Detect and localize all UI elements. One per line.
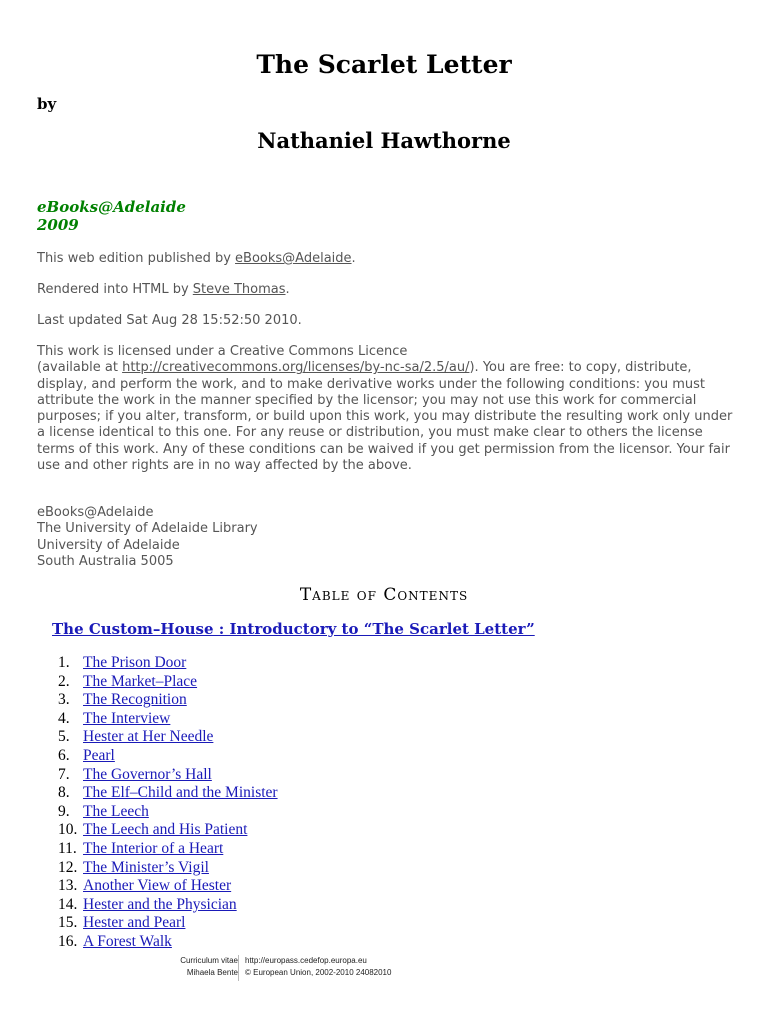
address-line: South Australia 5005: [37, 553, 174, 569]
chapter-link[interactable]: The Leech and His Patient: [83, 821, 248, 839]
publisher-name: eBooks@Adelaide: [37, 198, 186, 216]
chapter-number: 11.: [58, 839, 77, 857]
licence-body: ). You are free: to copy, distribute, display, and perform the work, and to make derivative works under the following conditions: you must attribute the work in the manner specified by the licensor; you may not use this work for commercial purposes; if you alter, transform, or build upon this work, you may distribute the resulting work only under a license identical to this one. For any reuse or distribution, you must make clear to others the license terms of this work. Any of these conditions can be waived if you get permission from the licensor. Your fair use and other rights are in no way affected by the above.: [37, 360, 733, 474]
licence-paragraph: [37, 344, 737, 474]
chapter-number: 7.: [58, 765, 70, 783]
chapter-number: 12.: [58, 858, 78, 876]
chapter-link[interactable]: The Interior of a Heart: [83, 839, 224, 857]
footer-cv-label: Curriculum vitae: [180, 956, 238, 965]
chapter-number: 1.: [58, 654, 70, 671]
chapter-link[interactable]: The Interview: [83, 709, 171, 727]
chapter-number: 15.: [58, 914, 78, 932]
rendered-suffix: .: [285, 282, 290, 297]
rendered-prefix: Rendered into HTML by: [37, 282, 193, 297]
chapter-number: 16.: [58, 932, 78, 950]
steve-thomas-link[interactable]: Steve Thomas: [192, 282, 286, 297]
address-line: eBooks@Adelaide: [37, 505, 154, 520]
chapter-number: 8.: [58, 784, 70, 802]
chapter-link[interactable]: The Recognition: [83, 691, 187, 709]
footer-left: [38, 955, 238, 979]
chapter-link[interactable]: The Minister’s Vigil: [83, 858, 209, 876]
publisher-year: 2009: [37, 216, 79, 234]
chapter-link[interactable]: Another View of Hester: [83, 877, 232, 895]
author-name: Nathaniel Hawthorne: [257, 128, 511, 153]
chapter-link[interactable]: Pearl: [83, 746, 115, 764]
chapter-number: 9.: [58, 802, 70, 820]
chapter-link[interactable]: The Elf–Child and the Minister: [83, 784, 278, 802]
edition-note: [37, 251, 356, 267]
edition-prefix: This web edition published by: [37, 251, 236, 266]
footer-right: [245, 955, 545, 979]
licence-line1: This work is licensed under a Creative Commons Licence: [37, 344, 408, 359]
chapter-link[interactable]: Hester at Her Needle: [83, 728, 214, 746]
chapter-number: 2.: [58, 672, 70, 690]
chapter-link[interactable]: A Forest Walk: [83, 932, 172, 950]
chapter-number: 5.: [58, 728, 70, 746]
licence-prefix: (available at: [37, 360, 123, 376]
creative-commons-link[interactable]: http://creativecommons.org/licenses/by-nc-sa/2.5/au/: [122, 360, 470, 376]
custom-house-entry: [52, 620, 535, 638]
chapter-number: 6.: [58, 746, 70, 764]
address-line: The University of Adelaide Library: [37, 521, 258, 537]
rendered-note: [37, 282, 290, 298]
chapter-link[interactable]: The Leech: [83, 802, 149, 820]
chapter-number: 4.: [58, 709, 70, 727]
chapter-number: 3.: [58, 691, 70, 709]
address-block: [37, 505, 258, 570]
edition-suffix: .: [351, 251, 356, 266]
chapter-link[interactable]: Hester and Pearl: [83, 914, 186, 932]
ebooks-adelaide-link[interactable]: eBooks@Adelaide: [235, 251, 352, 266]
by-label: by: [37, 95, 57, 113]
chapter-link[interactable]: The Governor’s Hall: [83, 765, 212, 783]
last-updated: Last updated Sat Aug 28 15:52:50 2010.: [37, 313, 302, 328]
book-title: The Scarlet Letter: [256, 50, 512, 79]
chapter-number: 13.: [58, 877, 78, 895]
chapter-link[interactable]: The Prison Door: [83, 654, 187, 671]
address-line: University of Adelaide: [37, 537, 180, 553]
footer-url: http://europass.cedefop.europa.eu: [245, 956, 367, 965]
custom-house-link[interactable]: The Custom–House : Introductory to “The Scarlet Letter”: [52, 620, 535, 638]
chapter-link[interactable]: The Market–Place: [83, 672, 198, 690]
chapter-link[interactable]: Hester and the Physician: [83, 895, 237, 913]
footer-divider: [238, 955, 239, 981]
toc-heading: Table of Contents: [299, 585, 469, 605]
chapter-number: 10.: [58, 821, 78, 839]
footer-owner-name: Mihaela Bente: [186, 968, 238, 977]
publisher-block: [37, 198, 186, 234]
chapter-number: 14.: [58, 895, 78, 913]
footer-copyright: © European Union, 2002-2010 24082010: [245, 968, 392, 977]
